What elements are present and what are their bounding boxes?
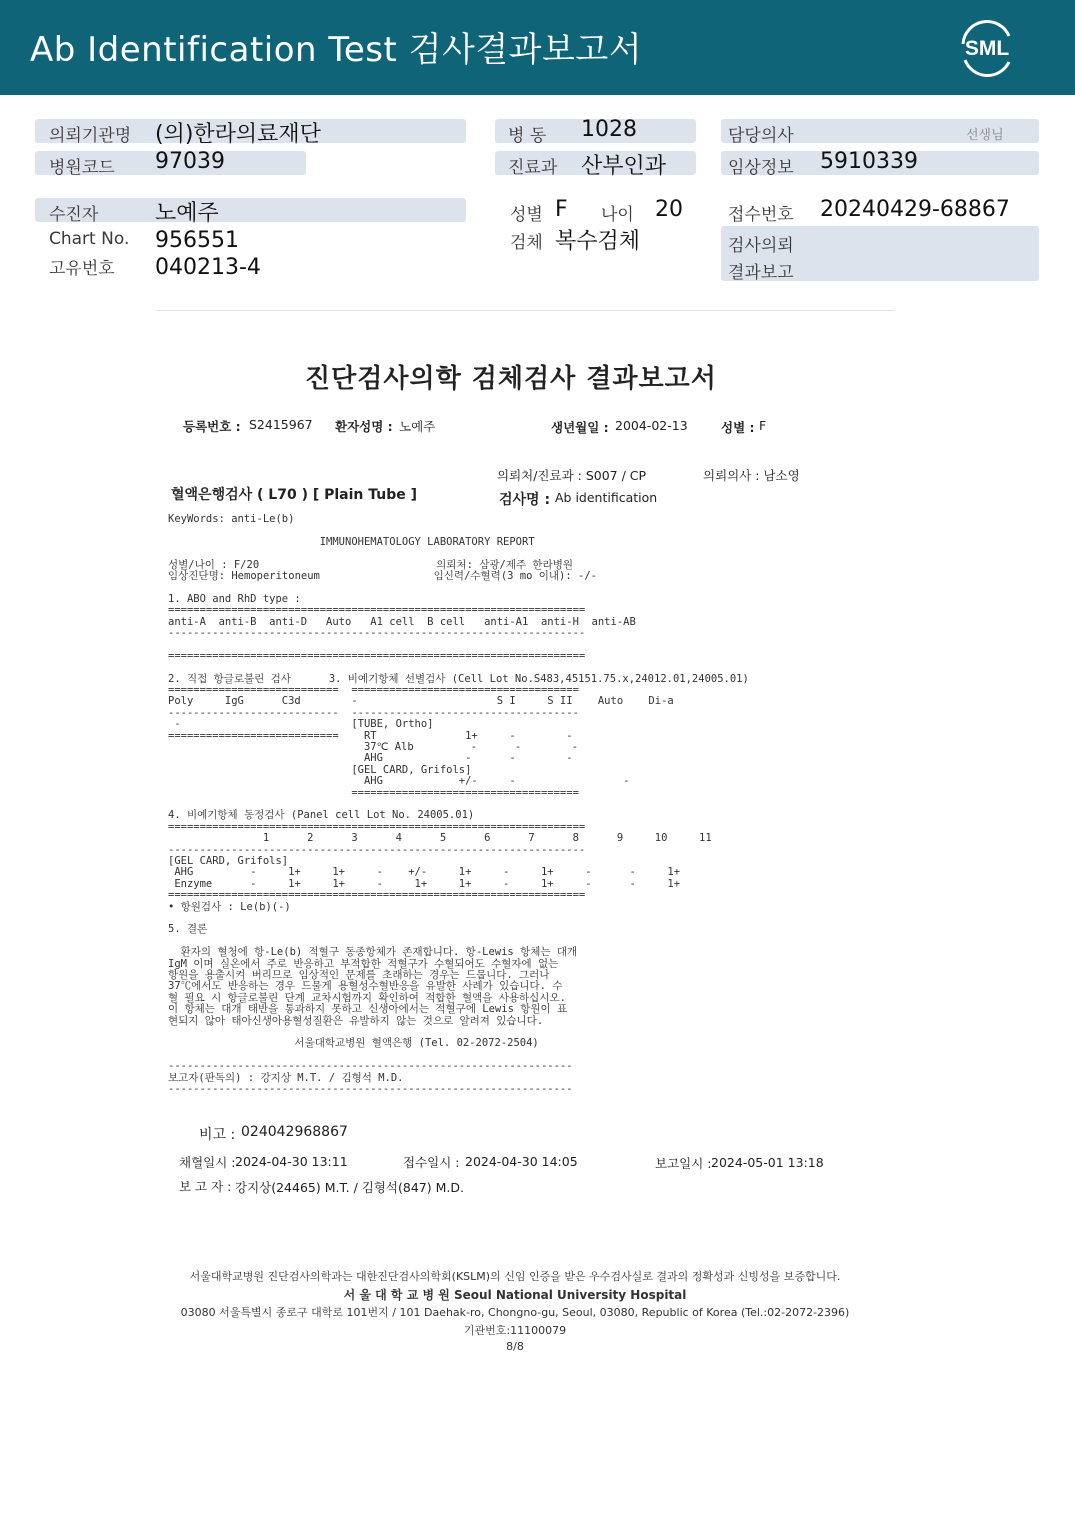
report-line: 37℃에서도 반응하는 경우 드물게 용혈성수혈반응을 유발한 사례가 있습니다. 수 (168, 980, 563, 993)
chart-value: 956551 (155, 228, 239, 253)
ward-value: 1028 (581, 117, 637, 142)
report-line: 37℃ Alb - - - (168, 741, 579, 753)
footer-certification: 서울대학교병원 진단검사의학과는 대한진단검사의학회(KSLM)의 신임 인증을 받은 우수검사실로 결과의 정확성과 신빙성을 보증합니다. (189, 1270, 841, 1283)
request-label: 검사의뢰 (728, 236, 794, 256)
report-line: 성별/나이 : F/20 의뢰처: 삼광/제주 한라병원 (168, 558, 574, 571)
receipt-label: 접수번호 (728, 205, 794, 225)
name-value: 노예주 (399, 419, 436, 434)
report-line: 5. 결론 (168, 923, 208, 936)
reporter-label: 보 고 자 : (179, 1179, 232, 1194)
footer-institution-number: 기관번호:11100079 (463, 1324, 567, 1337)
footer-address: 03080 서울특별시 종로구 대학로 101번지 / 101 Daehak-ro, Chongno-gu, Seoul, 03080, Republic of Korea (Tel.:02-2072-2396) (180, 1306, 850, 1319)
name-label: 환자성명 : (335, 419, 393, 434)
patient-bar (35, 198, 466, 222)
report-line: 보고자(판독의) : 강지상 M.T. / 김형석 M.D. (168, 1071, 404, 1084)
report-line: IMMUNOHEMATOLOGY LABORATORY REPORT (168, 535, 535, 548)
dob-label: 생년월일 : (551, 420, 609, 435)
reported-value: 2024-05-01 13:18 (711, 1155, 824, 1170)
chart-label: Chart No. (49, 229, 130, 249)
report-line: [GEL CARD, Grifols] (168, 855, 289, 867)
report-line: Enzyme - 1+ 1+ - 1+ 1+ - 1+ - - 1+ (168, 877, 681, 890)
received-value: 2024-04-30 14:05 (465, 1154, 578, 1169)
sml-logo (955, 16, 1019, 80)
institution-label: 의뢰기관명 (49, 126, 132, 146)
doc-title: 진단검사의학 검체검사 결과보고서 (305, 364, 717, 394)
institution-value: (의)한라의료재단 (155, 122, 321, 147)
reported-label: 보고일시 : (655, 1156, 712, 1171)
report-line: AHG - - - (168, 752, 573, 765)
ref-doctor: 의뢰의사 : 남소영 (703, 468, 800, 483)
report-line: ---------------------------------------------------------------- (168, 1083, 573, 1095)
report-line: AHG - 1+ 1+ - +/- 1+ - 1+ - - 1+ (168, 866, 681, 879)
report-line: AHG +/- - - (168, 775, 630, 788)
test-name-label: 검사명 : (499, 492, 551, 508)
report-line: 2. 직접 항글로불린 검사 3. 비예기항체 선별검사 (Cell Lot No.S483,45151.75.x,24012.01,24005.01) (168, 672, 749, 685)
patient-value: 노예주 (155, 201, 219, 226)
collected-label: 채혈일시 : (179, 1155, 236, 1170)
age-value: 20 (655, 197, 683, 222)
report-line: IgM 이며 실온에서 주로 반응하고 부적합한 적혈구가 수혈되어도 수혈자에 없는 (168, 957, 559, 970)
report-line: KeyWords: anti-Le(b) (168, 513, 295, 525)
doctor-suffix: 선생님 (966, 128, 1004, 143)
dept-label: 진료과 (508, 158, 558, 178)
sex-label: 성별 (510, 205, 543, 225)
report-line: --------------------------- ------------------------------------ (168, 706, 579, 719)
hospital-code-label: 병원코드 (49, 158, 115, 178)
report-line: 혈 필요 시 항글로불린 단계 교차시험까지 확인하여 적합한 혈액을 사용하십시오. (168, 991, 566, 1004)
remark-value: 024042968867 (241, 1124, 348, 1140)
doc-sex-value: F (759, 418, 767, 433)
unique-no-label: 고유번호 (49, 259, 115, 279)
report-line: ================================================================== (168, 889, 586, 902)
report-line: 1. ABO and RhD type : (168, 592, 301, 605)
report-line: 환자의 혈청에 항-Le(b) 적혈구 동종항체가 존재합니다. 항-Lewis 항체는 대개 (168, 946, 578, 959)
report-line: ================================================================== (168, 604, 586, 617)
report-line: 항원을 용출시켜 버리므로 임상적인 문제를 초래하는 경우는 드뭅니다. 그러나 (168, 969, 550, 981)
unique-no-value: 040213-4 (155, 255, 261, 280)
reg-label: 등록번호 : (183, 419, 241, 434)
sex-value: F (555, 197, 568, 222)
report-line: 임상진단명: Hemoperitoneum 임신력/수혈력(3 mo 이내): -/- (168, 570, 597, 582)
test-group: 혈액은행검사 ( L70 ) [ Plain Tube ] (171, 487, 418, 503)
reg-value: S2415967 (249, 417, 313, 432)
test-name-value: Ab identification (555, 490, 658, 505)
report-line: 서울대학교병원 혈액은행 (Tel. 02-2072-2504) (168, 1037, 539, 1050)
footer-page-number: 8/8 (506, 1340, 524, 1353)
report-label: 결과보고 (728, 263, 794, 283)
report-line: 현되지 않아 태아신생아용혈성질환은 유발하지 않는 것으로 알려져 있습니다. (168, 1014, 544, 1027)
report-line: 이 항체는 대개 태반을 통과하지 못하고 신생아에서는 적혈구에 Lewis 항원이 표 (168, 1003, 568, 1016)
report-line: ================================================================== (168, 820, 586, 833)
footer-hospital: 서 울 대 학 교 병 원 Seoul National University Hospital (343, 1288, 687, 1302)
remark-label: 비고 : (199, 1127, 236, 1143)
received-label: 접수일시 : (403, 1155, 460, 1170)
report-line: anti-A anti-B anti-D Auto A1 cell B cell anti-A1 anti-H anti-AB (168, 615, 636, 628)
referrer: 의뢰처/진료과 : S007 / CP (497, 468, 647, 483)
dept-value: 산부인과 (581, 154, 667, 179)
report-line: =========================== ==================================== (168, 684, 579, 696)
report-line: ==================================== (168, 786, 579, 799)
patient-label: 수진자 (49, 205, 99, 225)
report-line: • 항원검사 : Le(b)(-) (168, 900, 291, 913)
report-line: ------------------------------------------------------------------ (168, 843, 586, 856)
report-line: [GEL CARD, Grifols] (168, 763, 472, 776)
clinical-value: 5910339 (820, 149, 918, 174)
report-line: Poly IgG C3d - S I S II Auto Di-a (168, 695, 674, 708)
age-label: 나이 (601, 205, 634, 225)
report-line: - [TUBE, Ortho] (168, 718, 434, 731)
report-line: 4. 비예기항체 동정검사 (Panel cell Lot No. 24005.01) (168, 809, 475, 822)
report-line: ------------------------------------------------------------------ (168, 627, 586, 639)
report-line: =========================== RT 1+ - - (168, 729, 573, 742)
dob-value: 2004-02-13 (615, 418, 688, 433)
specimen-value: 복수검체 (555, 229, 641, 254)
doctor-label: 담당의사 (728, 126, 794, 146)
ward-label: 병 동 (508, 126, 547, 146)
report-line: ---------------------------------------------------------------- (168, 1060, 573, 1073)
svg-text:SML: SML (964, 37, 1010, 60)
specimen-label: 검체 (510, 233, 543, 253)
report-line: 1 2 3 4 5 6 7 8 9 10 11 (168, 832, 712, 845)
page-title: Ab Identification Test 검사결과보고서 (30, 30, 643, 70)
collected-value: 2024-04-30 13:11 (235, 1154, 348, 1169)
receipt-value: 20240429-68867 (820, 197, 1010, 222)
report-line: ================================================================== (168, 649, 586, 662)
hospital-code-value: 97039 (155, 149, 225, 174)
doc-sex-label: 성별 : (721, 420, 755, 435)
clinical-label: 임상정보 (728, 158, 794, 178)
reporter-value: 강지상(24465) M.T. / 김형석(847) M.D. (235, 1180, 464, 1195)
